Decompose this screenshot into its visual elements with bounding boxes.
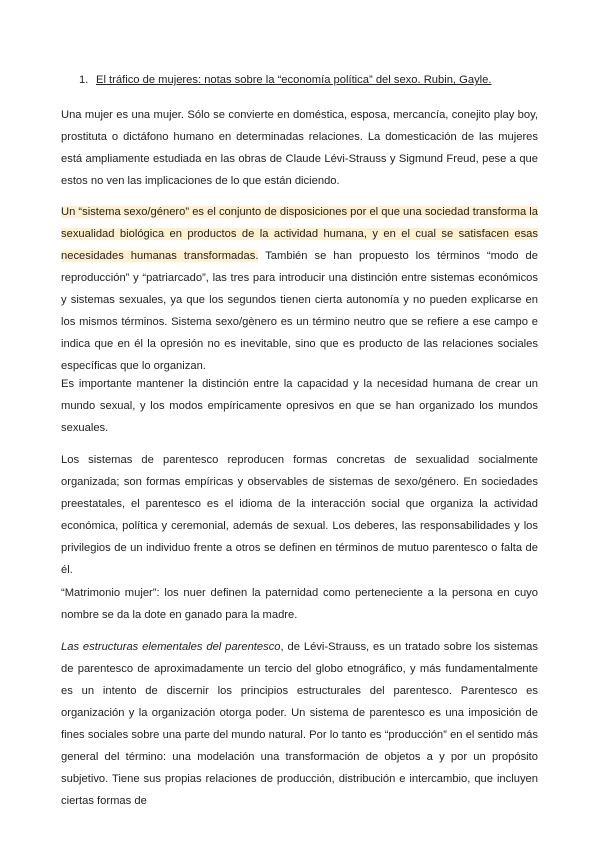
heading-title: El tráfico de mujeres: notas sobre la “economía política” del sexo. Rubin, Gayle.	[96, 74, 492, 86]
book-title: Las estructuras elementales del parentesco	[61, 641, 281, 653]
paragraph-6-rest: , de Lévi-Strauss, es un tratado sobre los sistemas de parentesco de aproximadamente un tercio del globo etnográfico, y más fundamentalmente es un intento de discernir los principios estructurales del parentesco. Parentesco es organización y la organización otorga poder. Un sistema de parentesco es una imposición de fines sociales sobre una parte del mundo natural. Por lo tanto es “producción” en el sentido más general del término: una modelación una transformación de objetos a y por un propósito subjetivo. Tiene sus propias relaciones de producción, distribución e intercambio, que incluyen ciertas formas de	[61, 641, 539, 807]
section-heading	[79, 73, 549, 87]
paragraph-6	[61, 636, 538, 812]
heading-number: 1.	[79, 74, 89, 86]
highlighted-definition: Un “sistema sexo/género” es el conjunto de disposiciones por el que una sociedad transforma la sexualidad biológica en productos de la actividad humana, y en el cual se satisfacen esas necesidades humanas transformadas.	[61, 206, 538, 262]
paragraph-2-rest: También se han propuesto los términos “modo de reproducción” y “patriarcado”, las tres para introducir una distinción entre sistemas económicos y sistemas sexuales, ya que los segundos tienen cierta autonomía y no pueden explicarse en los mismos términos. Sistema sexo/gènero es un término neutro que se refiere a ese campo e indica que en él la opresión no es inevitable, sino que es producto de las relaciones sociales específicas que lo organizan.	[61, 250, 538, 372]
paragraph-3: Es importante mantener la distinción entre la capacidad y la necesidad humana de crear un mundo sexual, y los modos empíricamente opresivos en que se han organizado los mundos sexuales.	[61, 378, 538, 434]
paragraph-2	[61, 201, 538, 377]
paragraph-1: Una mujer es una mujer. Sólo se convierte en doméstica, esposa, mercancía, conejito play boy, prostituta o dictáfono humano en determinadas relaciones. La domesticación de las mujeres está ampliamente estudiada en las obras de Claude Lévi-Strauss y Sigmund Freud, pese a que estos no ven las implicaciones de lo que están diciendo.	[61, 109, 538, 187]
paragraph-5: “Matrimonio mujer”: los nuer definen la paternidad como perteneciente a la persona en cuyo nombre se da la dote en ganado para la madre.	[61, 587, 538, 621]
paragraph-4: Los sistemas de parentesco reproducen formas concretas de sexualidad socialmente organizada; son formas empíricas y observables de sistemas de sexo/género. En sociedades preestatales, el parentesco es el idioma de la interacción social que organiza la actividad económica, política y ceremonial, además de sexual. Los deberes, las responsabilidades y los privilegios de un individuo frente a otros se definen en términos de mutuo parentesco o falta de él.	[61, 454, 538, 576]
